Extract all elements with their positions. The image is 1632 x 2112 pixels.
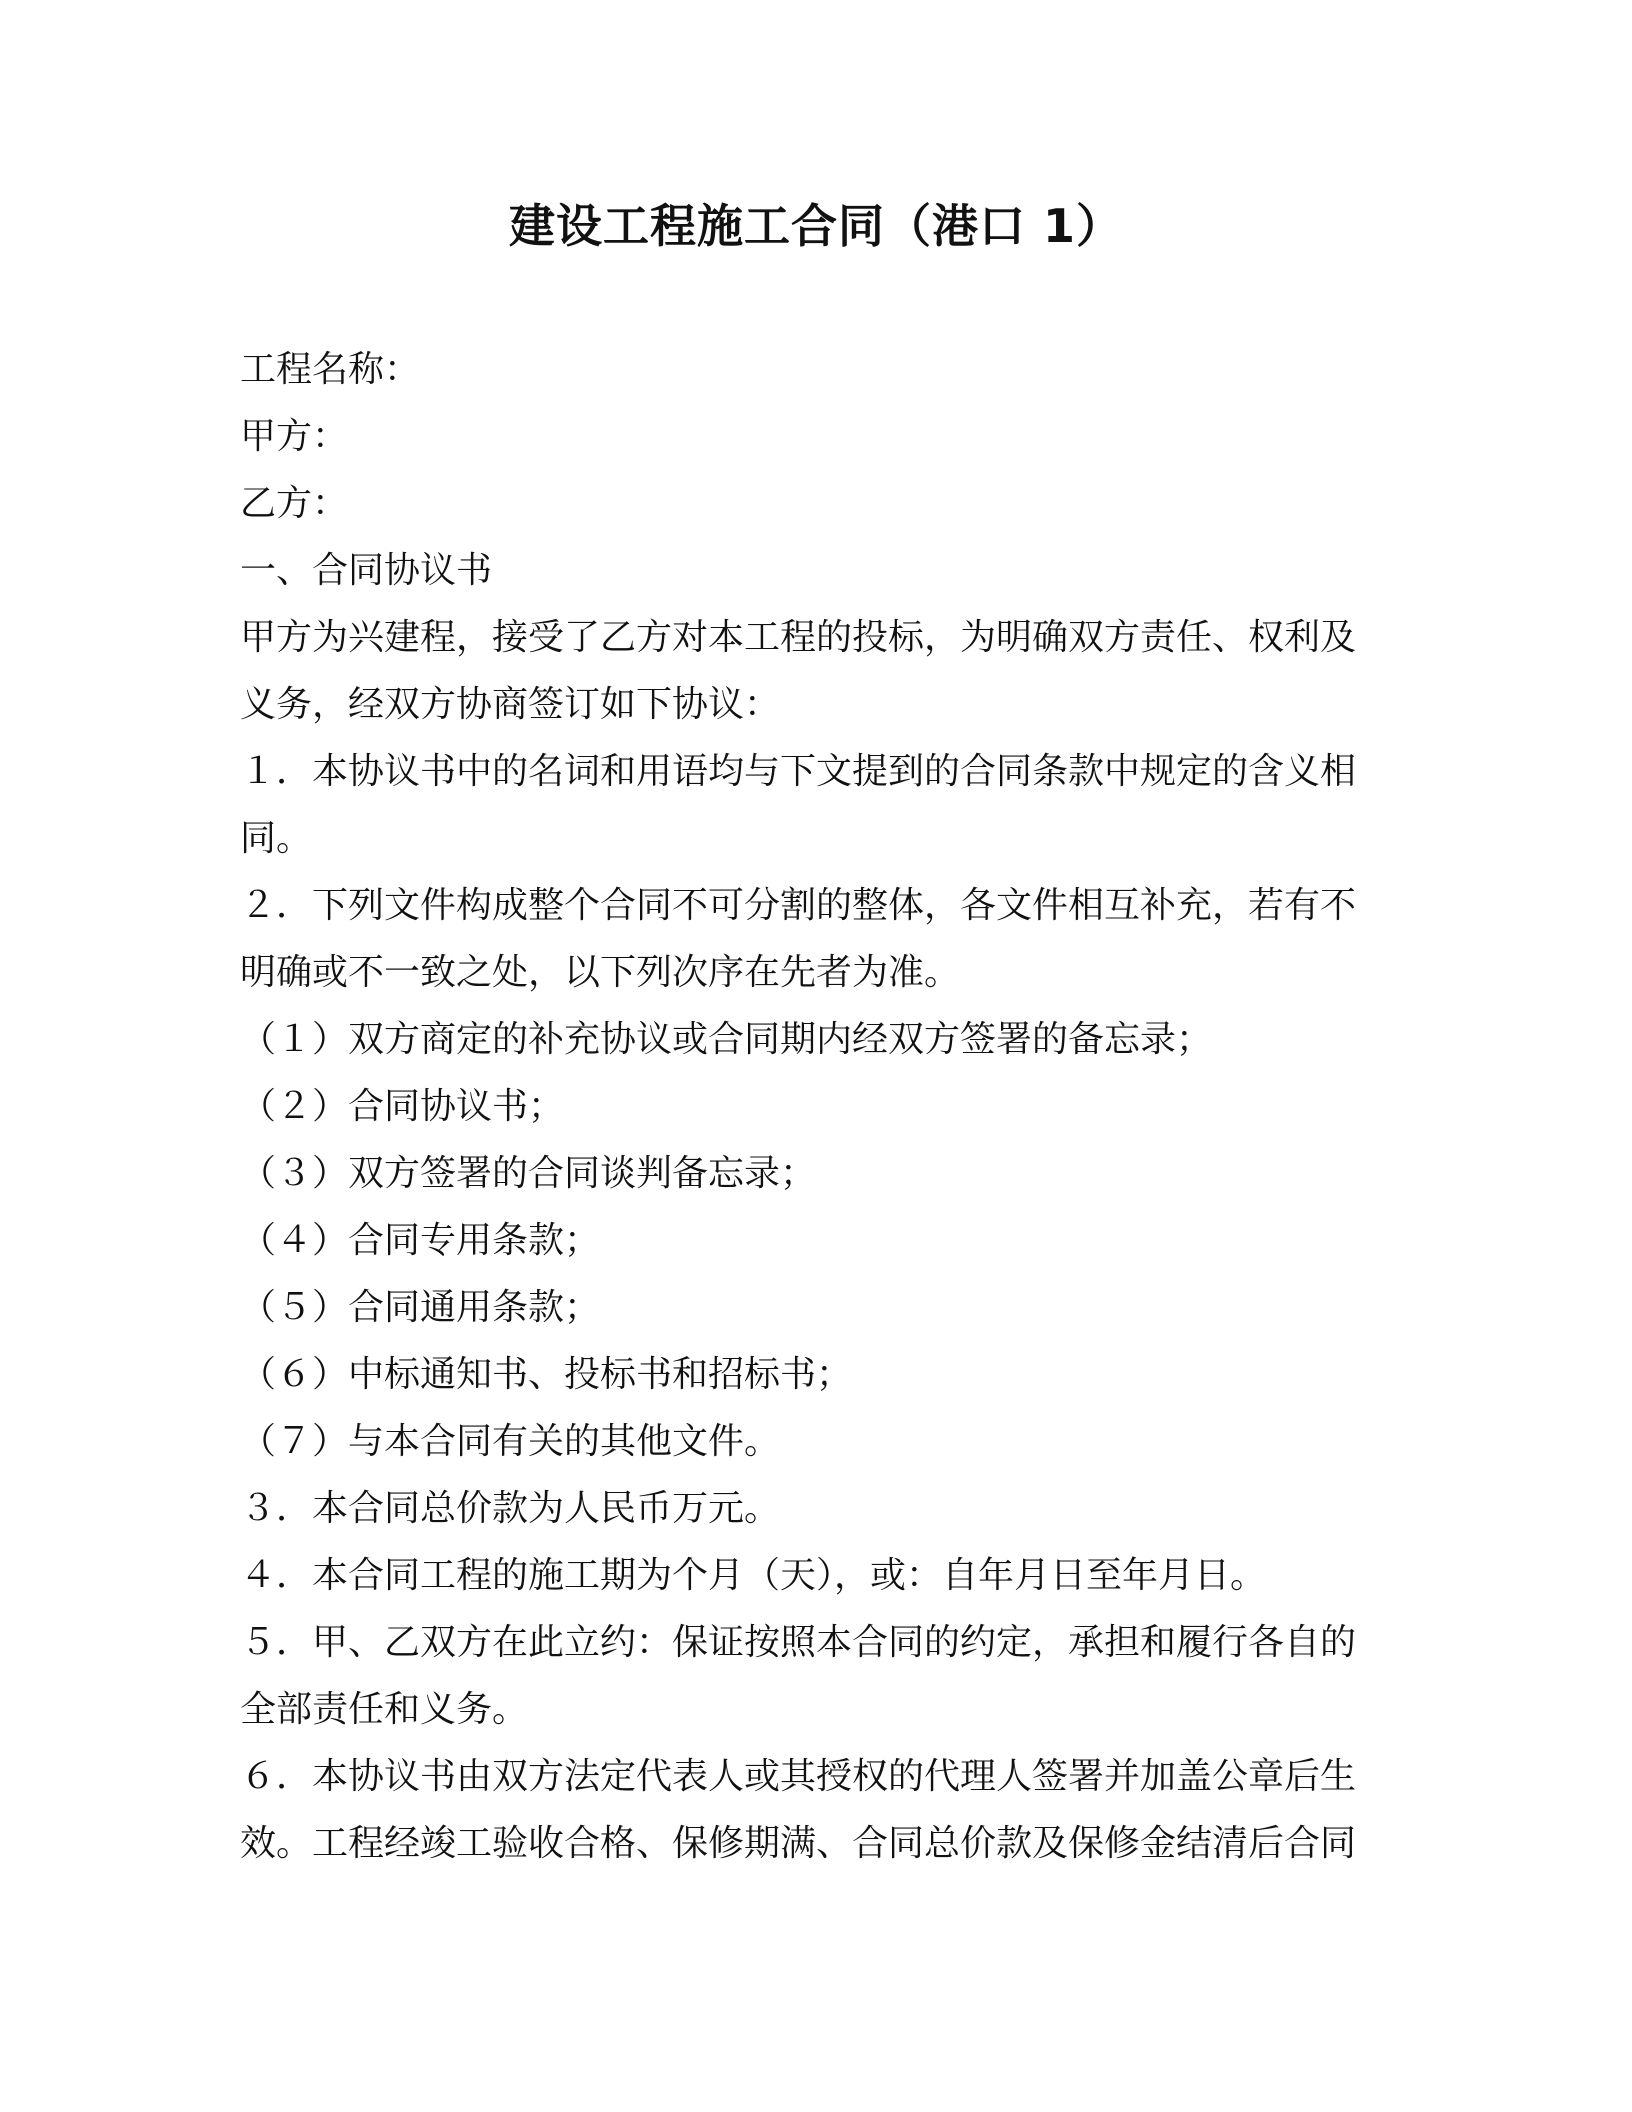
- clause-line: ４．本合同工程的施工期为个月（天），或：自年月日至年月日。: [240, 1555, 1267, 1596]
- list-item: （６）中标通知书、投标书和招标书；: [240, 1354, 853, 1395]
- section-heading: 一、合同协议书: [240, 550, 493, 591]
- clause-line: 效。工程经竣工验收合格、保修期满、合同总价款及保修金结清后合同: [240, 1823, 1357, 1864]
- field-party-a: 甲方：: [240, 416, 349, 457]
- clause-line: 全部责任和义务。: [240, 1689, 529, 1730]
- list-item: （４）合同专用条款；: [240, 1220, 601, 1261]
- paragraph-line: 义务，经双方协商签订如下协议：: [240, 684, 781, 725]
- list-item: （１）双方商定的补充协议或合同期内经双方签署的备忘录；: [240, 1019, 1213, 1060]
- field-party-b: 乙方：: [240, 483, 349, 524]
- clause-line: ２．下列文件构成整个合同不可分割的整体，各文件相互补充，若有不: [240, 885, 1357, 926]
- clause-line: ５．甲、乙双方在此立约：保证按照本合同的约定，承担和履行各自的: [240, 1622, 1357, 1663]
- clause-line: ６．本协议书由双方法定代表人或其授权的代理人签署并加盖公章后生: [240, 1756, 1357, 1797]
- clause-line: 明确或不一致之处，以下列次序在先者为准。: [240, 952, 961, 993]
- list-item: （５）合同通用条款；: [240, 1287, 601, 1328]
- paragraph-line: 甲方为兴建程，接受了乙方对本工程的投标，为明确双方责任、权利及: [240, 617, 1357, 658]
- list-item: （３）双方签署的合同谈判备忘录；: [240, 1153, 817, 1194]
- document-body: [240, 336, 1390, 1877]
- list-item: （２）合同协议书；: [240, 1086, 565, 1127]
- document-title: 建设工程施工合同（港口 1）: [508, 199, 1124, 253]
- clause-line: 同。: [240, 818, 313, 859]
- list-item: （７）与本合同有关的其他文件。: [240, 1421, 781, 1462]
- field-project-name: 工程名称：: [240, 349, 421, 390]
- clause-line: ３．本合同总价款为人民币万元。: [240, 1488, 781, 1529]
- clause-line: １．本协议书中的名词和用语均与下文提到的合同条款中规定的含义相: [240, 751, 1357, 792]
